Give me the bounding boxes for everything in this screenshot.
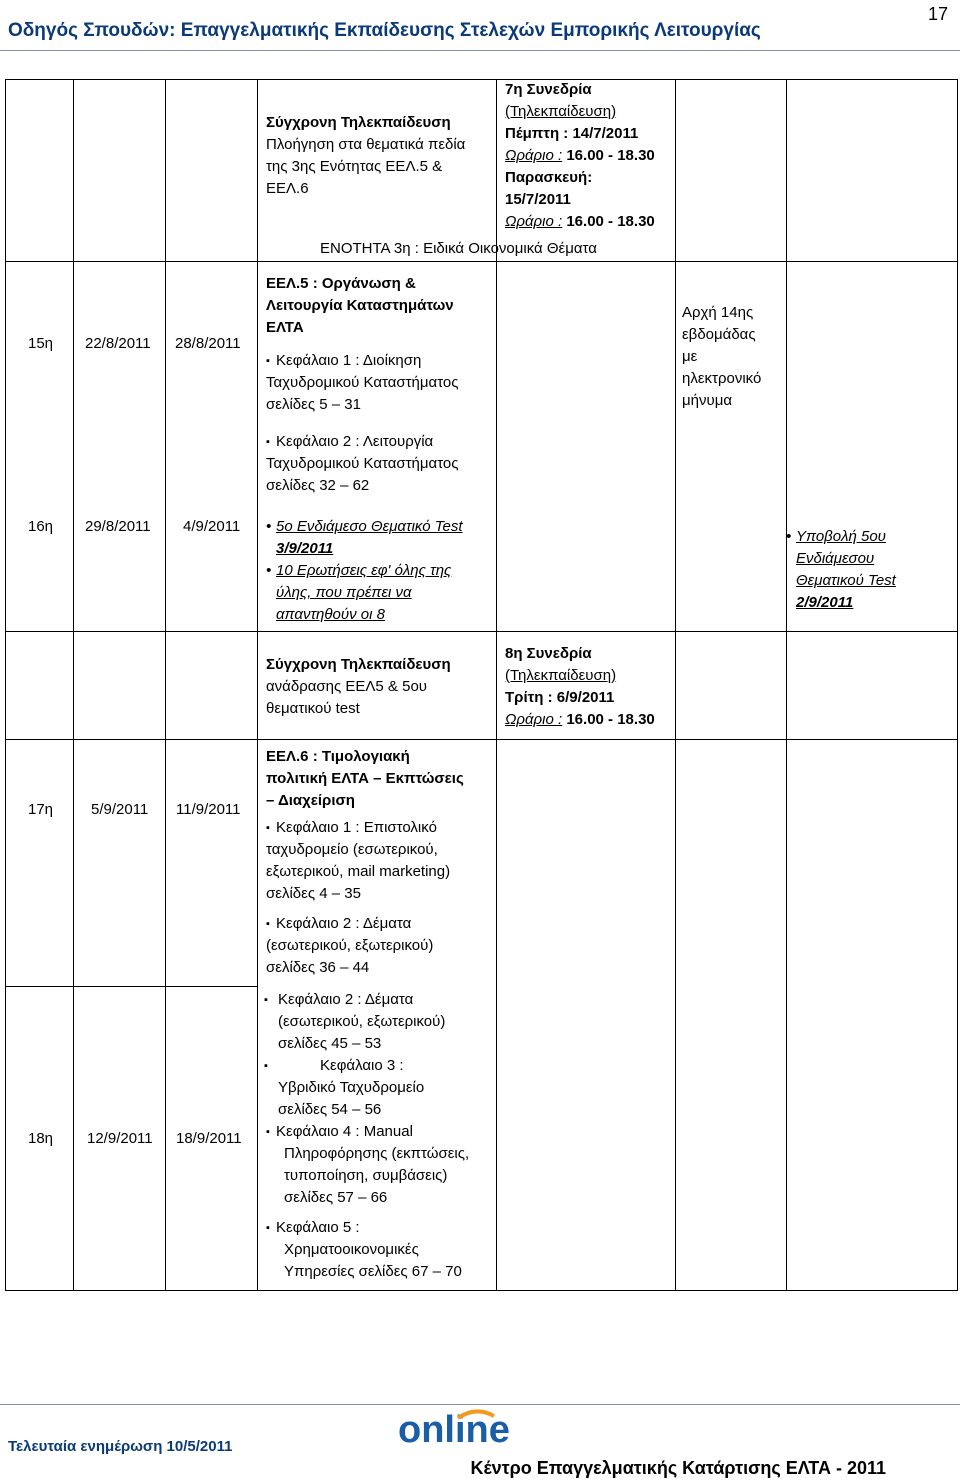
week-end-date: 4/9/2011: [183, 518, 241, 535]
unit-heading: ΕΝΟΤΗΤΑ 3η : Ειδικά Οικονομικά Θέματα: [320, 240, 597, 257]
footer-rule: [0, 1404, 960, 1405]
note-line: με: [682, 348, 698, 365]
module-title: ΕΕΛ.5 : Οργάνωση &: [266, 275, 416, 292]
session-title: 8η Συνεδρία: [505, 645, 592, 662]
week-end-date: 11/9/2011: [176, 801, 241, 818]
chapter-item: ▪ Κεφάλαιο 3 :: [264, 1055, 404, 1077]
module-title: πολιτική ΕΛΤΑ – Εκπτώσεις: [266, 770, 464, 787]
topic-line: Σύγχρονη Τηλεκπαίδευση: [266, 656, 451, 673]
chapter-item: τυποποίηση, συμβάσεις): [284, 1167, 448, 1184]
topic-line: ανάδρασης ΕΕΛ5 & 5ου: [266, 678, 427, 695]
note-line: ηλεκτρονικό: [682, 370, 762, 387]
note-line: εβδομάδας: [682, 326, 756, 343]
note-line: Ενδιάμεσου: [796, 550, 875, 567]
topic-line: της 3ης Ενότητας ΕΕΛ.5 &: [266, 158, 443, 175]
module-title: ΕΛΤΑ: [266, 319, 304, 336]
session-mode: (Τηλεκπαίδευση): [505, 667, 617, 684]
document-header-title: Οδηγός Σπουδών: Επαγγελματικής Εκπαίδευσης Στελεχών Εμπορικής Λειτουργίας: [8, 20, 761, 41]
topic-line: Πλοήγηση στα θεματικά πεδία: [266, 136, 466, 153]
chapter-item: εξωτερικού, mail marketing): [266, 863, 451, 880]
test-date: 3/9/2011: [276, 540, 334, 557]
session-date: Τρίτη : 6/9/2011: [505, 689, 615, 706]
note-line: μήνυμα: [682, 392, 733, 409]
chapter-pages: σελίδες 4 – 35: [266, 885, 361, 902]
chapter-item: Ταχυδρομικού Καταστήματος: [266, 374, 459, 391]
topic-line: θεματικού test: [266, 700, 360, 717]
chapter-item: ▪ Κεφάλαιο 4 : Manual: [266, 1121, 413, 1143]
chapter-item: ταχυδρομείο (εσωτερικού,: [266, 841, 438, 858]
module-title: ΕΕΛ.6 : Τιμολογιακή: [266, 748, 410, 765]
chapter-pages: σελίδες 36 – 44: [266, 959, 370, 976]
topic-line: ΕΕΛ.6: [266, 180, 309, 197]
chapter-pages: σελίδες 5 – 31: [266, 396, 361, 413]
week-number: 18η: [28, 1130, 54, 1147]
last-updated-text: Τελευταία ενημέρωση 10/5/2011: [8, 1438, 233, 1455]
chapter-pages: σελίδες 54 – 56: [278, 1101, 382, 1118]
note-line: Θεματικού Test: [796, 572, 896, 589]
chapter-item: Χρηματοοικονομικές: [284, 1241, 419, 1258]
topic-line: Σύγχρονη Τηλεκπαίδευση: [266, 114, 451, 131]
chapter-item: Υβριδικό Ταχυδρομείο: [278, 1079, 425, 1096]
week-start-date: 29/8/2011: [85, 518, 151, 535]
chapter-item: ▪ Κεφάλαιο 1 : Επιστολικό: [266, 817, 437, 839]
page-number: 17: [927, 4, 948, 24]
session-hours: Ωράριο : 16.00 - 18.30: [505, 711, 655, 728]
week-start-date: 12/9/2011: [87, 1130, 153, 1147]
chapter-item: ▪ Κεφάλαιο 5 :: [266, 1217, 360, 1239]
chapter-pages: σελίδες 57 – 66: [284, 1189, 388, 1206]
organization-name: Κέντρο Επαγγελματικής Κατάρτισης ΕΛΤΑ - 2011: [470, 1458, 886, 1478]
chapter-item: ▪ Κεφάλαιο 2 : Δέματα: [264, 989, 413, 1011]
note-line: • Υποβολή 5ου: [786, 526, 886, 548]
chapter-item: (εσωτερικού, εξωτερικού): [266, 937, 434, 954]
schedule-table: [5, 79, 958, 1291]
online-logo: [396, 1408, 526, 1450]
week-start-date: 5/9/2011: [91, 801, 149, 818]
chapter-item: (εσωτερικού, εξωτερικού): [278, 1013, 446, 1030]
session-date: 15/7/2011: [505, 191, 571, 208]
session-date: Παρασκευή:: [505, 169, 593, 186]
chapter-item: Ταχυδρομικού Καταστήματος: [266, 455, 459, 472]
session-hours: Ωράριο : 16.00 - 18.30: [505, 147, 655, 164]
week-start-date: 22/8/2011: [85, 335, 151, 352]
session-mode: (Τηλεκπαίδευση): [505, 103, 617, 120]
week-end-date: 28/8/2011: [175, 335, 241, 352]
chapter-pages: Υπηρεσίες σελίδες 67 – 70: [284, 1263, 462, 1280]
chapter-item: Πληροφόρησης (εκπτώσεις,: [284, 1145, 470, 1162]
week-number: 15η: [28, 335, 54, 352]
chapter-pages: σελίδες 32 – 62: [266, 477, 370, 494]
test-item: • 10 Ερωτήσεις εφ' όλης της: [266, 560, 451, 582]
chapter-pages: σελίδες 45 – 53: [278, 1035, 382, 1052]
header-rule: [0, 50, 960, 51]
note-line: Αρχή 14ης: [682, 304, 754, 321]
module-title: Λειτουργία Καταστημάτων: [266, 297, 454, 314]
note-date: 2/9/2011: [796, 594, 854, 611]
week-end-date: 18/9/2011: [176, 1130, 242, 1147]
logo-text: online: [398, 1409, 510, 1450]
week-number: 17η: [28, 801, 54, 818]
session-hours: Ωράριο : 16.00 - 18.30: [505, 213, 655, 230]
session-title: 7η Συνεδρία: [505, 81, 592, 98]
chapter-item: ▪ Κεφάλαιο 1 : Διοίκηση: [266, 350, 421, 372]
week-number: 16η: [28, 518, 54, 535]
chapter-item: ▪ Κεφάλαιο 2 : Λειτουργία: [266, 431, 433, 453]
test-item: • 5ο Ενδιάμεσο Θεματικό Test: [266, 516, 463, 538]
chapter-item: ▪ Κεφάλαιο 2 : Δέματα: [266, 913, 411, 935]
module-title: – Διαχείριση: [266, 792, 355, 809]
session-date: Πέμπτη : 14/7/2011: [505, 125, 639, 142]
test-item: ύλης, που πρέπει να: [276, 584, 412, 601]
test-item: απαντηθούν οι 8: [276, 606, 385, 623]
